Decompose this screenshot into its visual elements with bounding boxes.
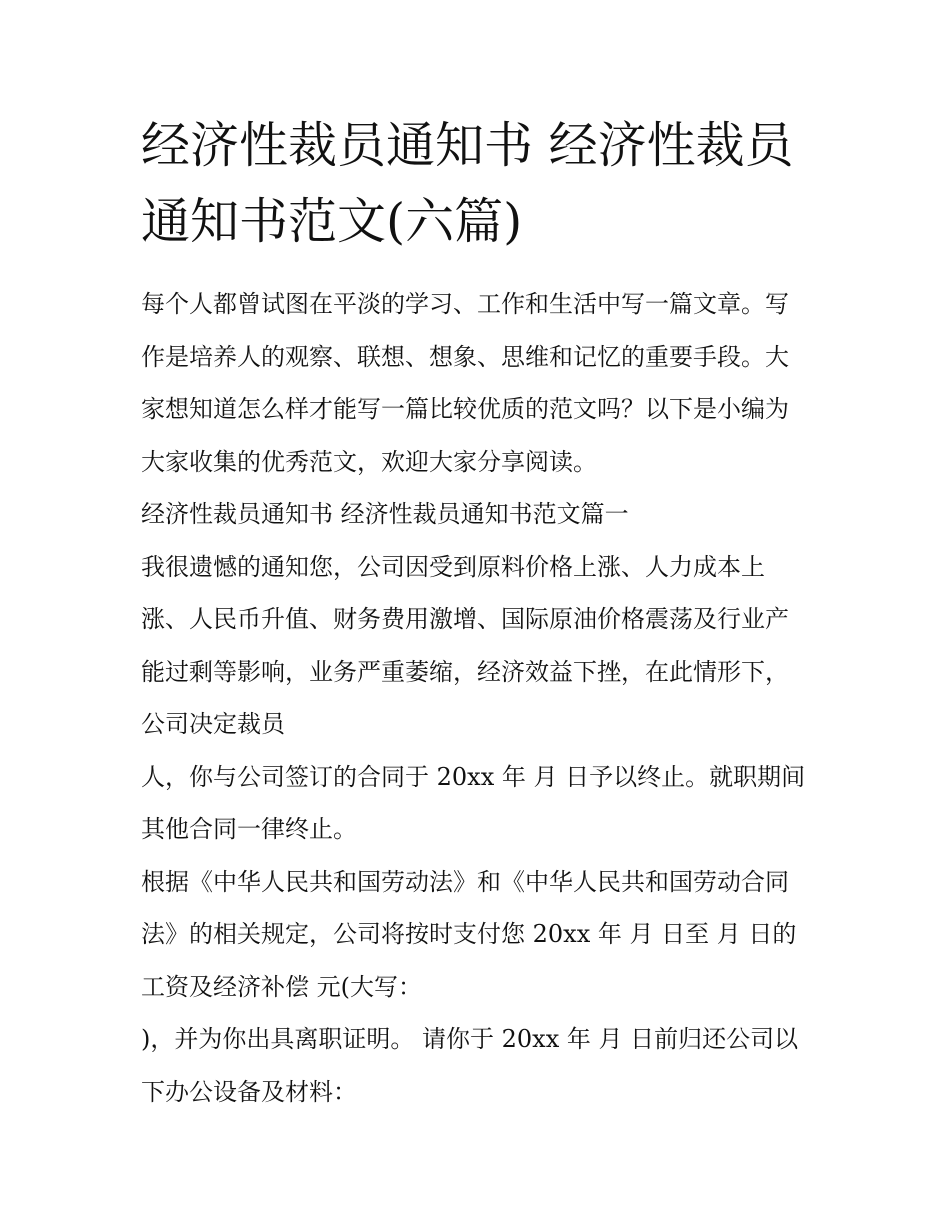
document-title: [141, 108, 813, 260]
body-line: 家想知道怎么样才能写一篇比较优质的范文吗？以下是小编为: [141, 395, 789, 423]
body-line: 公司决定裁员: [141, 710, 285, 738]
body-line: 其他合同一律终止。: [141, 815, 357, 843]
body-line: 根据《中华人民共和国劳动法》和《中华人民共和国劳动合同: [141, 867, 789, 896]
document-body: [141, 278, 813, 1118]
document-page: [141, 108, 813, 1118]
section-heading: 经济性裁员通知书 经济性裁员通知书范文篇一: [141, 500, 629, 528]
body-line: 每个人都曾试图在平淡的学习、工作和生活中写一篇文章。写: [141, 290, 789, 318]
body-line: 法》的相关规定，公司将按时支付您 20xx 年 月 日至 月 日的: [141, 920, 797, 948]
body-line: 人，你与公司签订的合同于 20xx 年 月 日予以终止。就职期间: [141, 762, 806, 791]
title-line-1: 经济性裁员通知书 经济性裁员: [141, 117, 794, 174]
body-line: 大家收集的优秀范文，欢迎大家分享阅读。: [141, 447, 597, 476]
body-line: 下办公设备及材料：: [141, 1077, 357, 1106]
body-line: 我很遗憾的通知您，公司因受到原料价格上涨、人力成本上: [141, 552, 765, 581]
body-line: 作是培养人的观察、联想、想象、思维和记忆的重要手段。大: [141, 342, 789, 371]
body-line: 能过剩等影响，业务严重萎缩，经济效益下挫，在此情形下，: [141, 657, 789, 686]
title-line-2: 通知书范文(六篇): [141, 193, 523, 250]
body-line: 工资及经济补偿 元(大写：: [141, 972, 422, 1001]
body-line: 涨、人民币升值、财务费用激增、国际原油价格震荡及行业产: [141, 605, 789, 633]
body-line: )，并为你出具离职证明。 请你于 20xx 年 月 日前归还公司以: [141, 1025, 799, 1053]
